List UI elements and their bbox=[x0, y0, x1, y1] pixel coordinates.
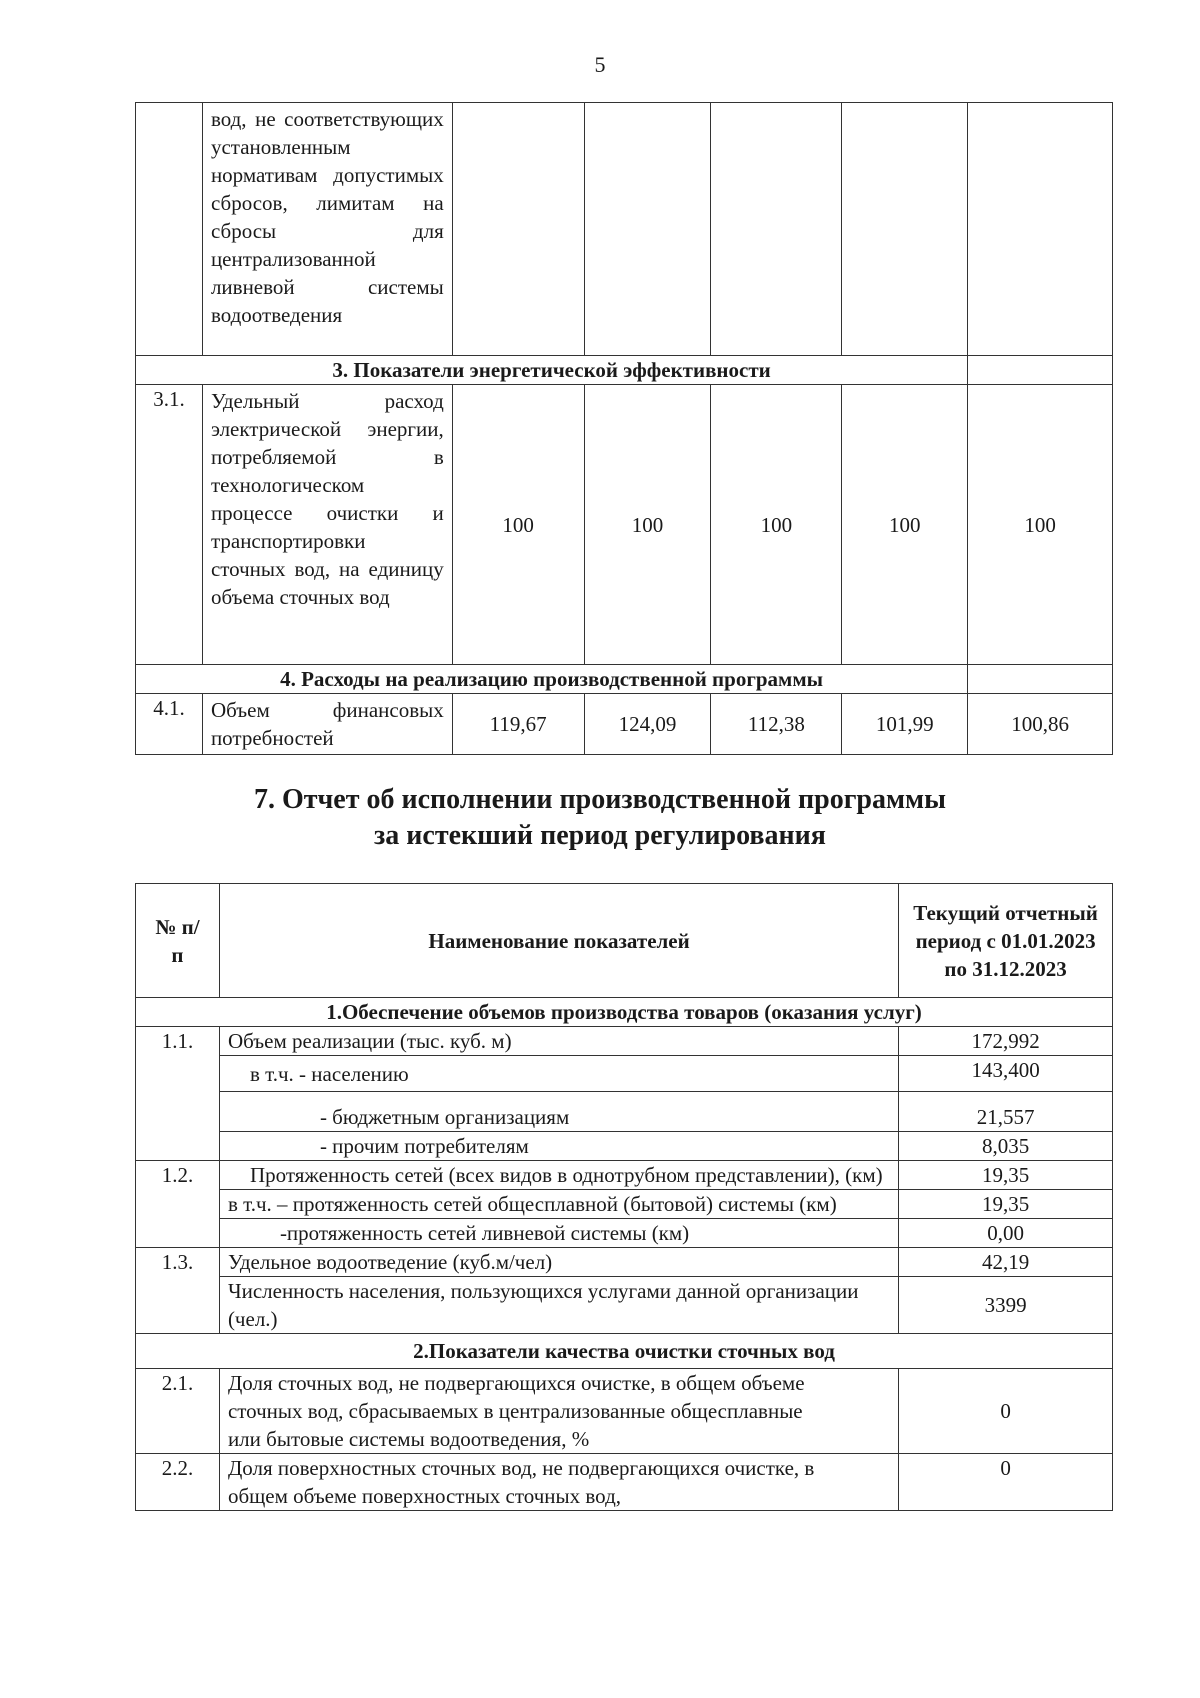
indicators-table-continued bbox=[135, 102, 1113, 755]
table-row bbox=[136, 1092, 1113, 1132]
header-row bbox=[136, 884, 1113, 998]
indicator-name-cell: вод, не соответствующих установленным нормативам допустимых сбросов, лимитам на сбросы для централизованной ливневой системы водоотведения bbox=[202, 103, 452, 356]
value-cell: 100 bbox=[452, 385, 584, 665]
value-cell: 100 bbox=[842, 385, 968, 665]
row-number-cell: 1.2. bbox=[136, 1161, 220, 1248]
section-heading-1: 1.Обеспечение объемов производства товаров (оказания услуг) bbox=[136, 998, 1113, 1027]
value-cell: 172,992 bbox=[899, 1027, 1113, 1056]
indicator-name-cell: в т.ч. – протяженность сетей общесплавной (бытовой) системы (км) bbox=[219, 1190, 898, 1219]
section-7-title: 7. Отчет об исполнении производственной программы bbox=[253, 784, 946, 815]
row-number-cell: 4.1. bbox=[136, 694, 203, 755]
table-row bbox=[136, 1132, 1113, 1161]
value-cell: 8,035 bbox=[899, 1132, 1113, 1161]
value-cell bbox=[584, 103, 711, 356]
value-cell: 124,09 bbox=[584, 694, 711, 755]
value-cell bbox=[968, 665, 1113, 694]
section-7-subtitle: за истекший период регулирования bbox=[374, 820, 826, 851]
table-row bbox=[136, 385, 1113, 665]
row-number-cell: 3.1. bbox=[136, 385, 203, 665]
value-cell: 19,35 bbox=[899, 1190, 1113, 1219]
table-row bbox=[136, 1248, 1113, 1277]
row-number-cell bbox=[136, 103, 203, 356]
value-cell: 119,67 bbox=[452, 694, 584, 755]
table-row bbox=[136, 1190, 1113, 1219]
program-report-table bbox=[135, 883, 1113, 1511]
indicator-name-cell: Численность населения, пользующихся услугами данной организации (чел.) bbox=[219, 1277, 898, 1334]
value-cell bbox=[968, 356, 1113, 385]
value-cell: 21,557 bbox=[899, 1092, 1113, 1132]
table-row bbox=[136, 1027, 1113, 1056]
table-row bbox=[136, 1454, 1113, 1511]
section-heading-2: 2.Показатели качества очистки сточных вод bbox=[136, 1334, 1113, 1369]
indicator-name-cell: -протяженность сетей ливневой системы (км) bbox=[219, 1219, 898, 1248]
value-cell bbox=[968, 103, 1113, 356]
section-row bbox=[136, 998, 1113, 1027]
section-row bbox=[136, 665, 1113, 694]
value-cell bbox=[842, 103, 968, 356]
header-name: Наименование показателей bbox=[219, 884, 898, 998]
indicator-name-cell: - бюджетным организациям bbox=[219, 1092, 898, 1132]
indicator-name-cell: Удельный расход электрической энергии, потребляемой в технологическом процессе очистки и транспортировки сточных вод, на единицу объема сточных вод bbox=[202, 385, 452, 665]
indicator-name-cell: Объем реализации (тыс. куб. м) bbox=[219, 1027, 898, 1056]
section-row bbox=[136, 356, 1113, 385]
table-row bbox=[136, 1219, 1113, 1248]
value-cell: 0 bbox=[899, 1454, 1113, 1511]
header-period: Текущий отчетный период с 01.01.2023 по 31.12.2023 bbox=[899, 884, 1113, 998]
table-row bbox=[136, 1369, 1113, 1454]
value-cell: 100 bbox=[968, 385, 1113, 665]
indicator-name-cell: Доля поверхностных сточных вод, не подвергающихся очистке, в общем объеме поверхностных сточных вод, bbox=[219, 1454, 898, 1511]
section-heading-3: 3. Показатели энергетической эффективности bbox=[136, 356, 968, 385]
page-number: 5 bbox=[594, 52, 606, 77]
table-row bbox=[136, 103, 1113, 356]
indicator-name-cell: Удельное водоотведение (куб.м/чел) bbox=[219, 1248, 898, 1277]
value-cell: 0 bbox=[899, 1369, 1113, 1454]
table-row bbox=[136, 1161, 1113, 1190]
header-num: № п/п bbox=[136, 884, 220, 998]
value-cell bbox=[711, 103, 842, 356]
value-cell: 101,99 bbox=[842, 694, 968, 755]
table-row bbox=[136, 694, 1113, 755]
indicator-name-cell: Доля сточных вод, не подвергающихся очистке, в общем объеме сточных вод, сбрасываемых в централизованные общесплавные или бытовые системы водоотведения, % bbox=[219, 1369, 898, 1454]
indicator-name-cell: в т.ч. - населению bbox=[219, 1056, 898, 1092]
value-cell: 100,86 bbox=[968, 694, 1113, 755]
table-row bbox=[136, 1056, 1113, 1092]
row-number-cell: 2.1. bbox=[136, 1369, 220, 1454]
value-cell: 100 bbox=[584, 385, 711, 665]
indicator-name-cell: Протяженность сетей (всех видов в однотрубном представлении), (км) bbox=[219, 1161, 898, 1190]
section-heading-4: 4. Расходы на реализацию производственной программы bbox=[136, 665, 968, 694]
table-row bbox=[136, 1277, 1113, 1334]
indicator-name-cell: Объем финансовых потребностей bbox=[202, 694, 452, 755]
row-number-cell: 1.1. bbox=[136, 1027, 220, 1161]
value-cell: 19,35 bbox=[899, 1161, 1113, 1190]
section-row bbox=[136, 1334, 1113, 1369]
value-cell: 143,400 bbox=[899, 1056, 1113, 1092]
value-cell: 3399 bbox=[899, 1277, 1113, 1334]
value-cell: 100 bbox=[711, 385, 842, 665]
value-cell: 112,38 bbox=[711, 694, 842, 755]
row-number-cell: 2.2. bbox=[136, 1454, 220, 1511]
value-cell bbox=[452, 103, 584, 356]
section-7-heading bbox=[0, 782, 1200, 854]
value-cell: 0,00 bbox=[899, 1219, 1113, 1248]
value-cell: 42,19 bbox=[899, 1248, 1113, 1277]
indicator-name-cell: - прочим потребителям bbox=[219, 1132, 898, 1161]
row-number-cell: 1.3. bbox=[136, 1248, 220, 1334]
